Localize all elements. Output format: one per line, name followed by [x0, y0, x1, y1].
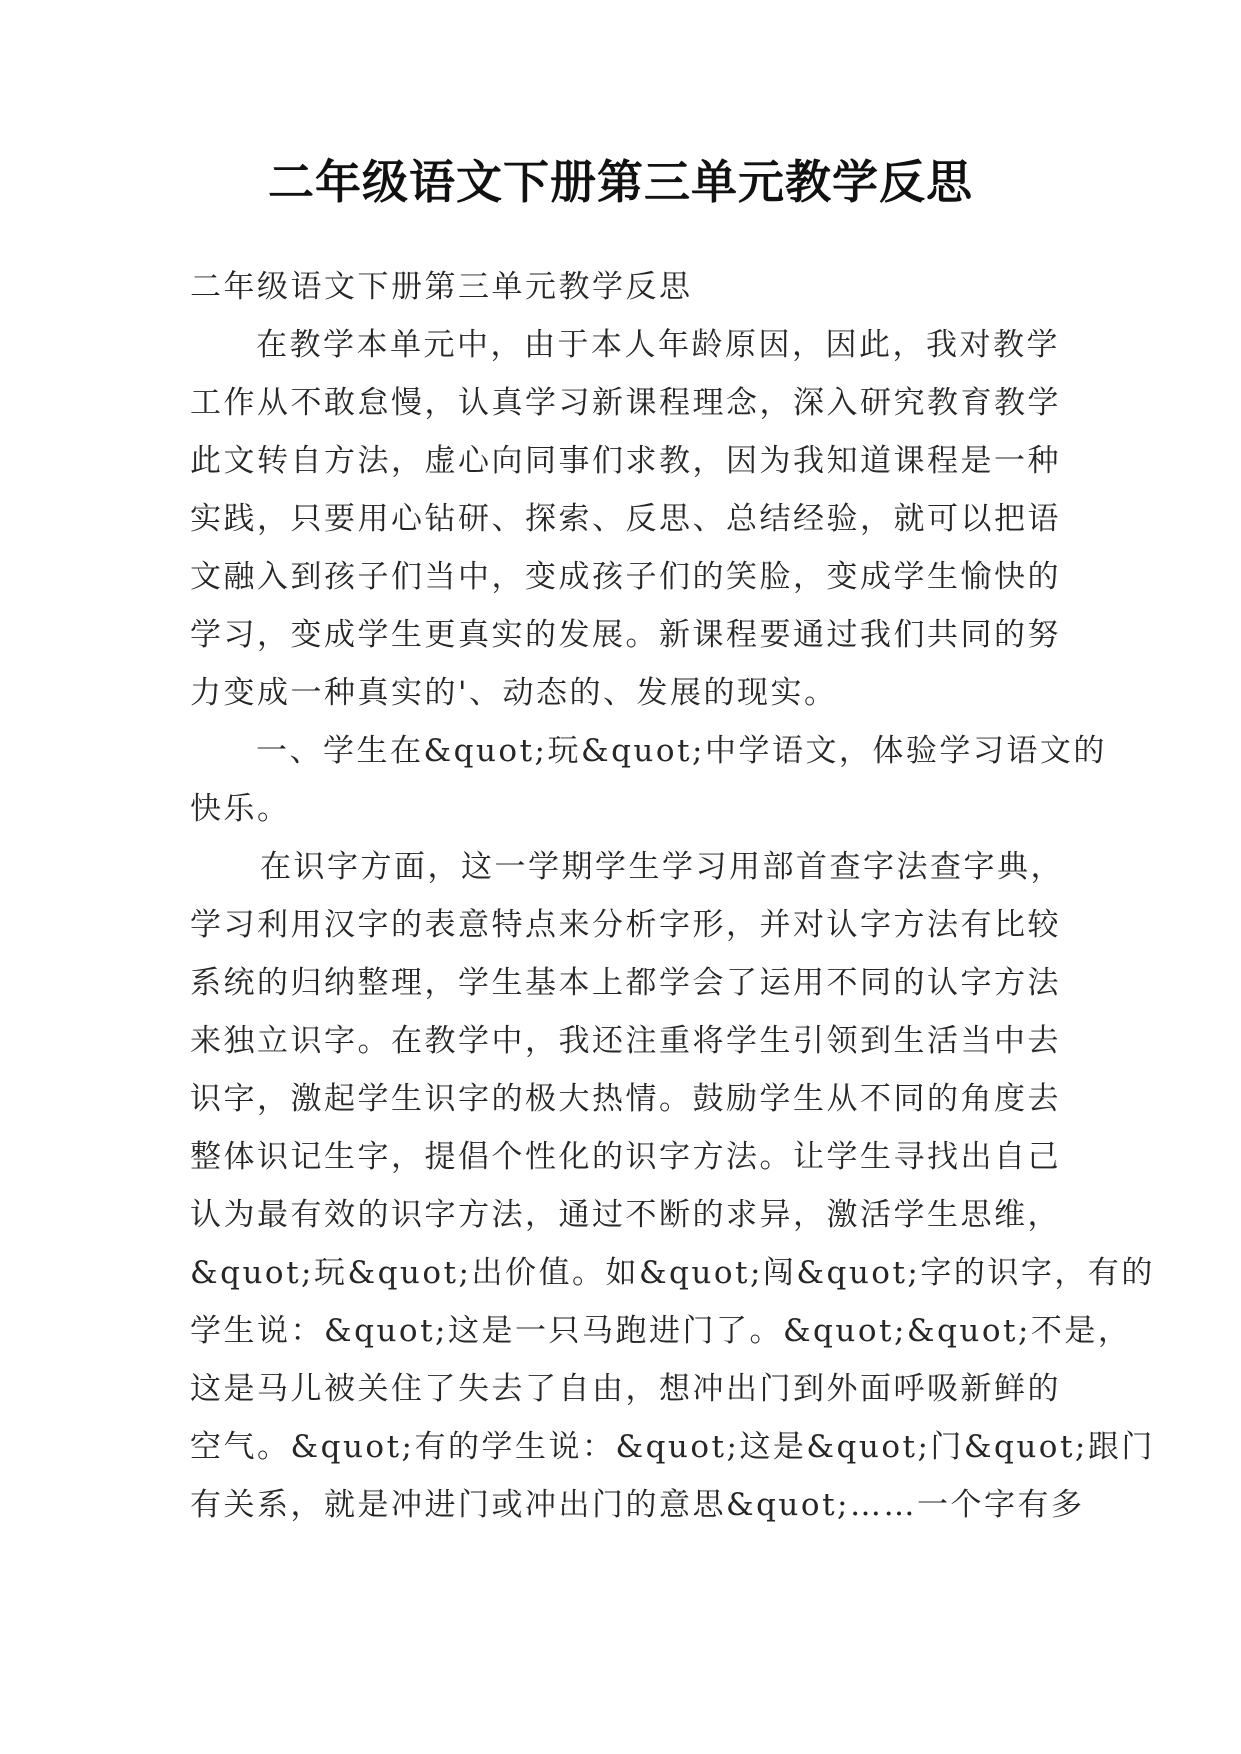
document-body [190, 258, 1155, 1534]
body-line: 系统的归纳整理，学生基本上都学会了运用不同的认字方法 [190, 965, 1061, 1001]
body-line: &quot;玩&quot;出价值。如&quot;闯&quot;字的识字，有的 [190, 1255, 1155, 1291]
body-line: 一、学生在&quot;玩&quot;中学语文，体验学习语文的 [256, 733, 1107, 769]
body-line: 工作从不敢怠慢，认真学习新课程理念，深入研究教育教学 [190, 385, 1061, 421]
body-line: 二年级语文下册第三单元教学反思 [190, 269, 693, 305]
body-line: 快乐。 [190, 791, 291, 827]
body-line: 整体识记生字，提倡个性化的识字方法。让学生寻找出自己 [190, 1139, 1061, 1175]
body-line: 有关系，就是冲进门或冲出门的意思&quot;……一个字有多 [190, 1487, 1085, 1523]
body-line: 学习，变成学生更真实的发展。新课程要通过我们共同的努 [190, 617, 1061, 653]
body-line: 这是马儿被关住了失去了自由，想冲出门到外面呼吸新鲜的 [190, 1371, 1061, 1407]
body-line: 认为最有效的识字方法，通过不断的求异，激活学生思维， [190, 1197, 1061, 1233]
body-line: 力变成一种真实的'、动态的、发展的现实。 [190, 675, 838, 711]
body-line: 识字，激起学生识字的极大热情。鼓励学生从不同的角度去 [190, 1081, 1061, 1117]
body-line: 学习利用汉字的表意特点来分析字形，并对认字方法有比较 [190, 907, 1061, 943]
body-line: 文融入到孩子们当中，变成孩子们的笑脸，变成学生愉快的 [190, 559, 1061, 595]
document-title: 二年级语文下册第三单元教学反思 [268, 155, 973, 209]
body-line: 此文转自方法，虚心向同事们求教，因为我知道课程是一种 [190, 443, 1061, 479]
body-line: 空气。&quot;有的学生说：&quot;这是&quot;门&quot;跟门 [190, 1429, 1155, 1465]
body-line: 在识字方面，这一学期学生学习用部首查字法查字典， [260, 849, 1064, 885]
body-line: 在教学本单元中，由于本人年龄原因，因此，我对教学 [256, 327, 1060, 363]
body-line: 来独立识字。在教学中，我还注重将学生引领到生活当中去 [190, 1023, 1061, 1059]
body-line: 学生说：&quot;这是一只马跑进门了。&quot;&quot;不是， [190, 1313, 1132, 1349]
body-line: 实践，只要用心钻研、探索、反思、总结经验，就可以把语 [190, 501, 1061, 537]
